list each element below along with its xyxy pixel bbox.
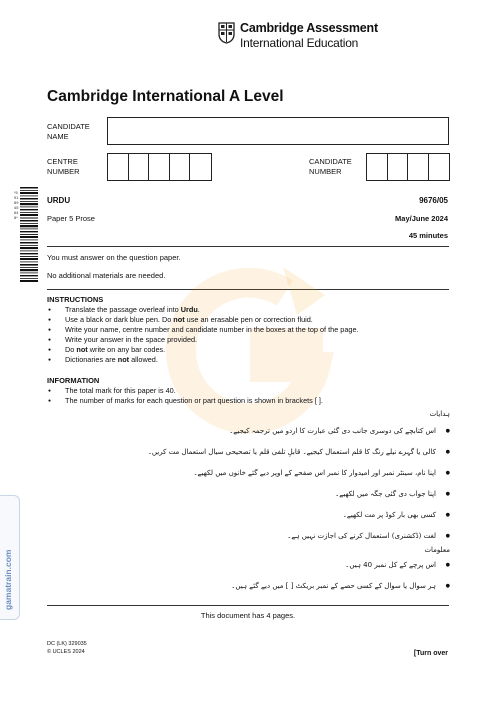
instruction-text: use an erasable pen or correction fluid. [184,315,313,324]
candidate-number-cell[interactable] [388,154,409,180]
instruction-emphasis: not [76,345,88,354]
divider [47,246,449,247]
instruction-text: Do [65,345,77,354]
candidate-number-cell[interactable] [367,154,388,180]
candidate-name-field[interactable] [107,117,449,145]
logo-line-2: International Education [240,35,359,50]
answer-note: You must answer on the question paper. [47,253,181,262]
candidate-number-field[interactable] [366,153,450,181]
exam-session: May/June 2024 [395,214,448,223]
candidate-number-cell[interactable] [429,154,450,180]
subject: URDU [47,196,71,205]
information-heading: INFORMATION [47,376,100,385]
instructions-heading: INSTRUCTIONS [47,295,104,304]
page-count: This document has 4 pages. [200,611,296,620]
instruction-text: Write your answer in the space provided. [65,335,198,344]
divider [47,605,449,606]
page-title: Cambridge International A Level [47,88,284,105]
instruction-item [47,345,359,355]
instruction-text: . [197,305,200,314]
candidate-name-label [47,122,90,142]
urdu-information-item: ● اس پرچے کے کل نمبر 40 ہیں۔ [231,560,450,581]
candidate-number-label-line2: NUMBER [309,167,342,176]
copyright: © UCLES 2024 [47,649,85,655]
instruction-emphasis: Urdu [180,305,198,314]
urdu-information-heading: معلومات [424,546,450,554]
candidate-name-label-line1: CANDIDATE [47,122,90,131]
candidate-number-cell[interactable] [408,154,429,180]
logo-line-1: Cambridge Assessment [240,21,378,35]
doc-ref-code: DC (LK) 329035 [47,641,87,647]
centre-number-field[interactable] [107,153,212,181]
side-tab-label: gamatrain.com [3,549,13,610]
centre-number-cell[interactable] [170,154,191,180]
candidate-name-label-line2: NAME [47,132,69,141]
urdu-instruction-item: ● کالی یا گہرے نیلے رنگ کا قلم استعمال کیجیے۔ قابلِ تلفی قلم یا تصحیحی سیال استعمال مت کریں۔ [148,447,450,468]
candidate-number-label-line1: CANDIDATE [309,157,352,166]
information-item: ● The total mark for this paper is 40. [47,386,323,396]
centre-number-label [47,157,80,177]
syllabus-code: 9676/05 [419,196,448,205]
instruction-text: Write your name, centre number and candidate number in the boxes at the top of the page. [65,325,359,334]
crest-icon [218,22,235,44]
urdu-instruction-item: ● اپنا جواب دی گئی جگہ میں لکھیے۔ [148,489,450,510]
urdu-instruction-item: ● لغت (ڈکشنری) استعمال کرنے کی اجازت نہیں ہے۔ [148,531,450,552]
instruction-item [47,355,359,365]
instruction-item [47,305,359,315]
instruction-item [47,325,359,335]
instruction-text: Translate the passage overleaf into [65,305,181,314]
centre-number-cell[interactable] [108,154,129,180]
document-reference [47,640,87,656]
instructions-list [47,305,359,365]
paper-title: Paper 5 Prose [47,214,95,223]
cambridge-logo [218,22,378,49]
centre-number-cell[interactable] [149,154,170,180]
candidate-number-label [309,157,352,177]
barcode-digits: *5918945648* [14,190,19,220]
instruction-text: Dictionaries are [65,355,118,364]
instruction-text: Use a black or dark blue pen. Do [65,315,174,324]
turn-over: [Turn over [413,650,448,657]
centre-number-cell[interactable] [190,154,211,180]
centre-number-cell[interactable] [129,154,150,180]
barcode [20,187,38,283]
urdu-instruction-item: ● اپنا نام، سینٹر نمبر اور امیدوار کا نمبر اس صفحے کے اوپر دیے گئے خانوں میں لکھیے۔ [148,468,450,489]
instruction-text: allowed. [129,355,158,364]
urdu-instructions-heading: ہدایات [429,410,450,418]
urdu-instruction-item: ● کسی بھی بار کوڈ پر مت لکھیے۔ [148,510,450,531]
urdu-instruction-item: ● اس کتابچے کی دوسری جانب دی گئی عبارت کا اردو میں ترجمہ کیجیے۔ [148,426,450,447]
instruction-emphasis: not [173,315,185,324]
urdu-information-list [231,560,450,602]
instruction-text: write on any bar codes. [87,345,166,354]
instruction-item [47,335,359,345]
urdu-information-item: ● ہر سوال یا سوال کے کسی حصے کے نمبر بریکٹ [ ] میں دیے گئے ہیں۔ [231,581,450,602]
instruction-emphasis: not [117,355,130,364]
information-item: ● The number of marks for each question or part question is shown in brackets [ ]. [47,396,323,406]
exam-duration: 45 minutes [408,231,448,240]
urdu-instructions-list [148,426,450,552]
materials-note: No additional materials are needed. [47,271,166,280]
centre-number-label-line1: CENTRE [47,157,78,166]
instruction-item [47,315,359,325]
information-list [47,386,323,406]
centre-number-label-line2: NUMBER [47,167,80,176]
